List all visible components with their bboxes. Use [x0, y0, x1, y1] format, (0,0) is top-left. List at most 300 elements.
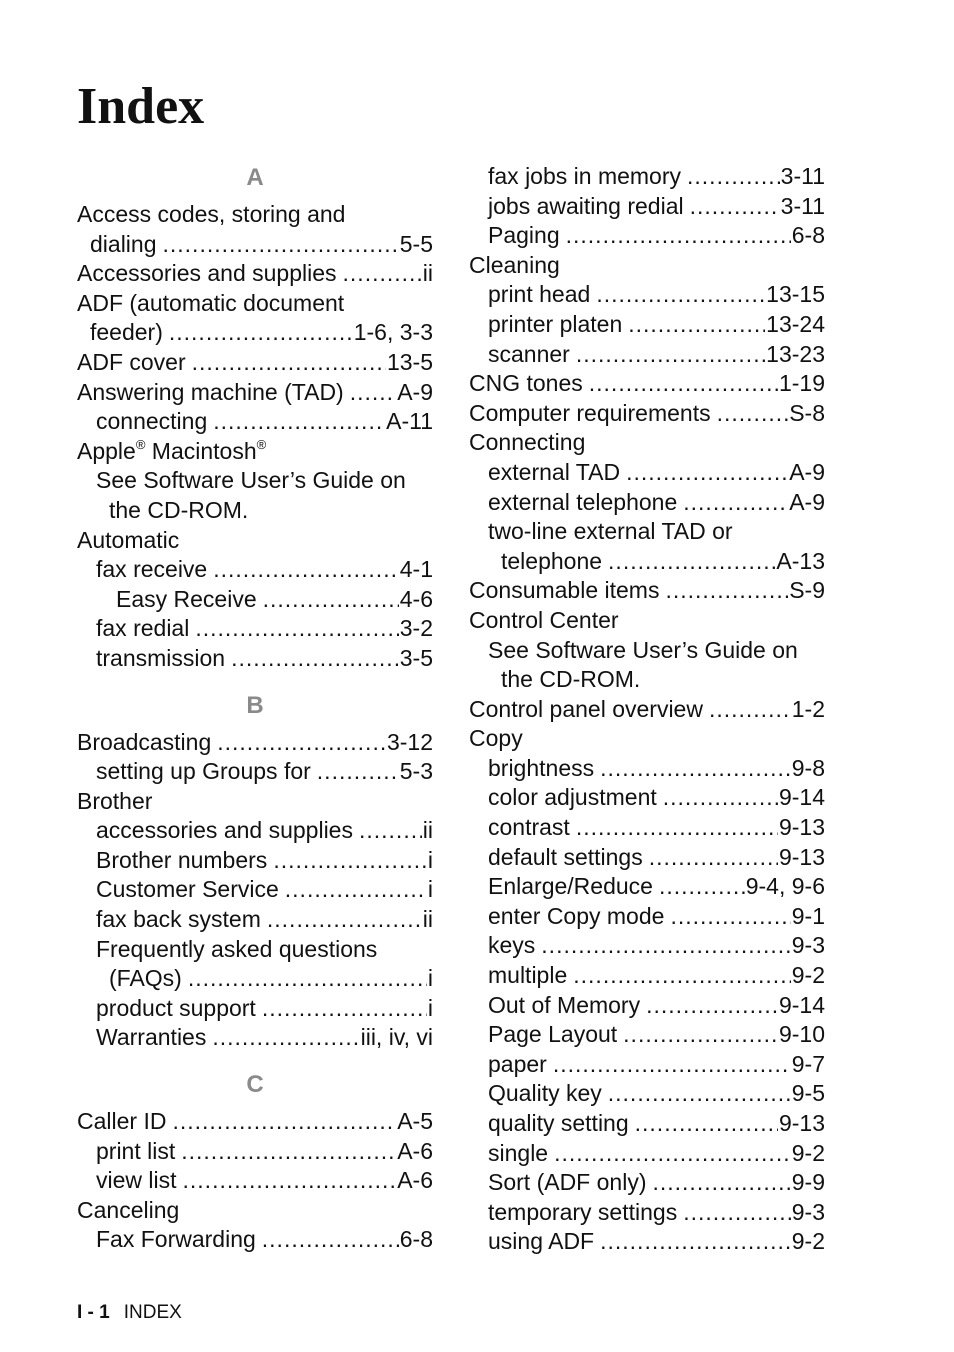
entry-label-text: See Software User’s Guide on	[96, 467, 406, 494]
entry-label-text: default settings	[488, 843, 643, 870]
entry-label-text: Control panel overview	[469, 695, 703, 722]
index-entry	[77, 318, 433, 348]
dot-leader	[683, 1198, 791, 1228]
entry-page-reference: 9-1	[791, 902, 825, 929]
index-entry	[77, 289, 433, 319]
entry-page-reference: 6-8	[791, 222, 825, 249]
entry-page-reference: 3-5	[399, 644, 433, 671]
entry-page-reference: 9-10	[778, 1021, 825, 1048]
dot-leader	[566, 221, 791, 251]
index-entry	[77, 1023, 433, 1053]
entry-label	[488, 1109, 635, 1139]
index-entry	[77, 496, 433, 526]
index-entry	[77, 875, 433, 905]
index-entry	[469, 192, 825, 222]
entry-label-text: connecting	[96, 408, 208, 435]
entry-label-text: printer platen	[488, 310, 623, 337]
entry-page-reference: 9-13	[778, 814, 825, 841]
entry-label-text: (FAQs)	[109, 965, 182, 992]
entry-label	[488, 458, 626, 488]
entry-page-reference: i	[427, 965, 433, 992]
entry-page-reference: 3-12	[386, 728, 433, 755]
index-entry	[469, 754, 825, 784]
entry-page-reference: 4-6	[399, 585, 433, 612]
entry-label-text: Copy	[469, 725, 523, 752]
index-entry	[469, 931, 825, 961]
index-entry	[469, 961, 825, 991]
index-entry	[77, 230, 433, 260]
entry-page-reference: A-5	[397, 1108, 433, 1135]
entry-label-text: Easy Receive	[116, 585, 257, 612]
entry-label-text: enter Copy mode	[488, 902, 665, 929]
dot-leader	[626, 458, 788, 488]
entry-label-text: keys	[488, 932, 536, 959]
entry-label-text: Control Center	[469, 606, 619, 633]
index-entry	[77, 378, 433, 408]
entry-label-text: Connecting	[469, 429, 586, 456]
entry-page-reference: A-9	[397, 378, 433, 405]
entry-page-reference: 1-2	[791, 695, 825, 722]
index-entry	[469, 1050, 825, 1080]
entry-label	[90, 230, 163, 260]
dot-leader	[659, 872, 745, 902]
entry-label	[488, 310, 628, 340]
entry-label-text: jobs awaiting redial	[488, 192, 684, 219]
index-entry	[77, 585, 433, 615]
entry-label-text: Brother numbers	[96, 846, 268, 873]
entry-page-reference: 9-14	[778, 991, 825, 1018]
entry-label-text: paper	[488, 1050, 547, 1077]
entry-label-text: ADF cover	[77, 348, 186, 375]
entry-label-text: using ADF	[488, 1228, 595, 1255]
entry-label	[96, 816, 359, 846]
entry-page-reference: 13-5	[386, 348, 433, 375]
dot-leader	[262, 994, 427, 1024]
dot-leader	[192, 348, 386, 378]
index-entry	[469, 991, 825, 1021]
index-entry	[77, 644, 433, 674]
entry-label-text: Customer Service	[96, 876, 279, 903]
entry-label	[488, 902, 670, 932]
entry-page-reference: 9-5	[791, 1080, 825, 1107]
entry-page-reference: ii	[422, 260, 433, 287]
entry-page-reference: A-13	[776, 547, 825, 574]
entry-label-text: Automatic	[77, 526, 180, 553]
entry-label	[488, 340, 576, 370]
index-entry	[77, 1196, 433, 1226]
entry-label	[77, 259, 343, 289]
entry-label	[488, 1020, 623, 1050]
dot-leader	[231, 644, 399, 674]
index-entry	[469, 1079, 825, 1109]
index-column-right	[469, 162, 825, 1257]
footer-section: INDEX	[123, 1302, 182, 1323]
entry-label	[469, 429, 591, 455]
entry-label	[488, 192, 690, 222]
entry-label	[77, 527, 185, 553]
entry-label	[469, 695, 709, 725]
index-entry	[469, 310, 825, 340]
entry-label-text: the CD-ROM.	[109, 496, 249, 523]
entry-label	[488, 783, 663, 813]
entry-label	[96, 1023, 212, 1053]
entry-label-text: Frequently asked questions	[96, 935, 378, 962]
index-entry	[77, 407, 433, 437]
entry-label-text: Canceling	[77, 1196, 180, 1223]
entry-page-reference: S-8	[789, 399, 825, 426]
entry-page-reference: 3-11	[780, 163, 825, 189]
entry-label-text: Apple	[77, 437, 136, 464]
entry-label	[109, 964, 188, 994]
dot-leader	[169, 318, 353, 348]
dot-leader	[589, 369, 778, 399]
entry-page-reference: 9-8	[791, 754, 825, 781]
entry-label-text: dialing	[90, 230, 157, 257]
index-entry	[469, 1020, 825, 1050]
index-entry	[469, 576, 825, 606]
index-entry	[469, 843, 825, 873]
entry-label-text: brightness	[488, 754, 595, 781]
entry-label-text: Broadcasting	[77, 728, 212, 755]
entry-label	[77, 1107, 172, 1137]
entry-page-reference: ii	[422, 906, 433, 933]
index-entry	[469, 695, 825, 725]
entry-label-text: two-line external TAD or	[488, 518, 733, 545]
index-entry	[469, 1168, 825, 1198]
index-entry	[77, 614, 433, 644]
entry-label	[116, 585, 263, 615]
entry-page-reference: 13-15	[766, 281, 825, 308]
entry-label-text: accessories and supplies	[96, 817, 353, 844]
dot-leader	[623, 1020, 778, 1050]
dot-leader	[267, 905, 422, 935]
index-entry	[77, 964, 433, 994]
entry-page-reference: iii, iv, vi	[360, 1024, 433, 1051]
dot-leader	[608, 1079, 791, 1109]
index-entry	[469, 428, 825, 458]
entry-label-text: Warranties	[96, 1024, 207, 1051]
entry-label-text: Cleaning	[469, 251, 560, 278]
dot-leader	[273, 846, 427, 876]
entry-page-reference: 9-7	[791, 1050, 825, 1077]
dot-leader	[576, 340, 765, 370]
entry-label-text: fax jobs in memory	[488, 163, 682, 189]
dot-leader	[628, 310, 765, 340]
index-entry	[469, 517, 825, 547]
dot-leader	[188, 964, 427, 994]
entry-page-reference: 4-1	[399, 556, 433, 583]
dot-leader	[212, 1023, 359, 1053]
dot-leader	[608, 547, 775, 577]
dot-leader	[646, 991, 778, 1021]
entry-label-text: contrast	[488, 814, 570, 841]
entry-label	[488, 872, 659, 902]
index-entry	[77, 555, 433, 585]
index-column-left	[77, 162, 433, 1255]
dot-leader	[217, 728, 386, 758]
entry-label-text: Fax Forwarding	[96, 1226, 256, 1253]
entry-label-text: view list	[96, 1167, 177, 1194]
section-spacer	[77, 1053, 433, 1069]
entry-page-reference: ii	[422, 817, 433, 844]
entry-label	[488, 1198, 683, 1228]
dot-leader	[343, 259, 422, 289]
entry-label-text: CNG tones	[469, 370, 583, 397]
index-entry	[469, 813, 825, 843]
dot-leader	[709, 695, 791, 725]
entry-label	[96, 994, 262, 1024]
dot-leader	[213, 407, 385, 437]
entry-page-reference: 9-2	[791, 962, 825, 989]
index-entry	[469, 221, 825, 251]
entry-page-reference: 1-6, 3-3	[353, 319, 433, 346]
entry-label-text: print list	[96, 1137, 176, 1164]
dot-leader	[350, 378, 396, 408]
entry-label	[488, 162, 687, 192]
section-spacer	[77, 674, 433, 690]
entry-page-reference: 13-24	[766, 310, 825, 337]
dot-leader	[576, 813, 778, 843]
index-entry	[77, 1137, 433, 1167]
entry-label	[488, 518, 739, 544]
index-entry	[469, 606, 825, 636]
entry-label-text: Caller ID	[77, 1108, 167, 1135]
entry-page-reference: S-9	[789, 577, 825, 604]
entry-label	[96, 407, 213, 437]
entry-page-reference: 9-4, 9-6	[745, 873, 825, 900]
dot-leader	[163, 230, 399, 260]
dot-leader	[553, 1050, 791, 1080]
index-entry	[469, 665, 825, 695]
entry-page-reference: 9-14	[778, 784, 825, 811]
entry-label	[96, 936, 383, 962]
entry-label	[501, 666, 646, 692]
entry-label	[77, 728, 217, 758]
dot-leader	[665, 576, 788, 606]
entry-page-reference: 1-19	[778, 370, 825, 397]
entry-label	[96, 467, 412, 493]
entry-page-reference: 3-2	[399, 615, 433, 642]
index-entry	[77, 994, 433, 1024]
entry-page-reference: i	[427, 876, 433, 903]
registered-mark: ®	[256, 437, 267, 453]
index-entry	[469, 724, 825, 754]
index-entry	[469, 1198, 825, 1228]
entry-label	[96, 905, 267, 935]
entry-label-text: Quality key	[488, 1080, 602, 1107]
entry-label-text: Macintosh	[145, 437, 257, 464]
index-entry	[77, 437, 433, 467]
index-entry	[469, 488, 825, 518]
entry-label-text: scanner	[488, 340, 570, 367]
entry-label	[501, 547, 608, 577]
dot-leader	[172, 1107, 396, 1137]
entry-label	[96, 614, 195, 644]
entry-label-text: Answering machine (TAD)	[77, 378, 344, 405]
entry-label	[77, 438, 272, 464]
entry-label	[96, 757, 317, 787]
dot-leader	[181, 1137, 396, 1167]
entry-label	[469, 725, 529, 751]
dot-leader	[670, 902, 790, 932]
entry-label-text: color adjustment	[488, 784, 657, 811]
index-entry	[469, 369, 825, 399]
entry-label	[90, 318, 169, 348]
entry-label-text: fax receive	[96, 556, 208, 583]
dot-leader	[285, 875, 427, 905]
entry-label-text: Consumable items	[469, 577, 660, 604]
entry-label-text: Paging	[488, 222, 560, 249]
entry-label-text: the CD-ROM.	[501, 666, 641, 693]
dot-leader	[687, 162, 780, 192]
index-entry	[469, 783, 825, 813]
entry-label-text: single	[488, 1139, 549, 1166]
registered-mark: ®	[135, 437, 146, 453]
entry-label-text: multiple	[488, 962, 568, 989]
entry-label	[469, 399, 717, 429]
dot-leader	[554, 1139, 791, 1169]
index-entry	[469, 1139, 825, 1169]
index-entry	[77, 466, 433, 496]
entry-label	[77, 378, 350, 408]
page-footer	[77, 1301, 182, 1325]
index-entry	[77, 200, 433, 230]
index-entry	[469, 902, 825, 932]
entry-page-reference: A-6	[397, 1167, 433, 1194]
entry-label	[77, 290, 350, 316]
entry-label	[469, 369, 589, 399]
entry-label	[96, 1137, 181, 1167]
entry-label	[77, 348, 192, 378]
entry-label	[488, 991, 646, 1021]
entry-label-text: Computer requirements	[469, 399, 711, 426]
entry-label-text: Out of Memory	[488, 991, 641, 1018]
entry-page-reference: A-9	[789, 488, 825, 515]
entry-page-reference: 9-3	[791, 1198, 825, 1225]
index-entry	[469, 340, 825, 370]
section-letter-heading: C	[246, 1071, 264, 1099]
dot-leader	[600, 1227, 791, 1257]
entry-label-text: feeder)	[90, 319, 163, 346]
entry-label-text: Access codes, storing and	[77, 201, 346, 227]
entry-label	[77, 201, 351, 227]
index-entry	[469, 547, 825, 577]
page-title: Index	[77, 78, 205, 135]
dot-leader	[649, 843, 778, 873]
entry-label	[488, 1050, 553, 1080]
entry-label-text: fax redial	[96, 615, 190, 642]
dot-leader	[262, 1225, 399, 1255]
index-entry	[77, 757, 433, 787]
entry-page-reference: 9-13	[778, 843, 825, 870]
index-entry	[469, 1109, 825, 1139]
entry-label	[469, 607, 625, 633]
index-entry	[77, 935, 433, 965]
index-entry	[77, 905, 433, 935]
entry-label	[469, 252, 566, 278]
entry-page-reference: 9-9	[791, 1169, 825, 1196]
footer-page-number: I - 1	[77, 1302, 110, 1323]
entry-page-reference: 3-11	[780, 192, 825, 219]
entry-label-text: Brother	[77, 787, 153, 814]
entry-label-text: Sort (ADF only)	[488, 1169, 647, 1196]
index-entry	[77, 1107, 433, 1137]
dot-leader	[359, 816, 422, 846]
entry-label-text: print head	[488, 281, 591, 308]
entry-label	[488, 221, 566, 251]
index-entry	[77, 348, 433, 378]
entry-page-reference: A-9	[789, 458, 825, 485]
entry-page-reference: i	[427, 994, 433, 1021]
entry-label-text: product support	[96, 994, 256, 1021]
section-letter-heading: B	[246, 691, 264, 719]
index-entry	[469, 1227, 825, 1257]
entry-label	[488, 1079, 608, 1109]
dot-leader	[317, 757, 399, 787]
entry-label-text: Enlarge/Reduce	[488, 873, 653, 900]
dot-leader	[541, 931, 790, 961]
entry-label-text: temporary settings	[488, 1198, 678, 1225]
dot-leader	[635, 1109, 778, 1139]
entry-label	[488, 488, 683, 518]
entry-label	[488, 843, 649, 873]
entry-label-text: external telephone	[488, 488, 678, 515]
index-entry	[77, 259, 433, 289]
entry-label-text: See Software User’s Guide on	[488, 636, 798, 663]
entry-page-reference: 9-13	[778, 1110, 825, 1136]
index-entry	[469, 872, 825, 902]
entry-label-text: transmission	[96, 644, 226, 671]
entry-label	[77, 788, 158, 814]
dot-leader	[596, 280, 765, 310]
entry-label	[96, 1166, 183, 1196]
dot-leader	[690, 192, 780, 222]
entry-label-text: fax back system	[96, 906, 261, 933]
dot-leader	[663, 783, 778, 813]
entry-label	[469, 576, 665, 606]
dot-leader	[195, 614, 398, 644]
index-entry	[77, 728, 433, 758]
index-entry	[77, 1225, 433, 1255]
index-entry	[77, 526, 433, 556]
entry-label	[488, 1168, 652, 1198]
entry-label-text: external TAD	[488, 458, 621, 485]
entry-page-reference: 5-3	[399, 758, 433, 785]
entry-label-text: Accessories and supplies	[77, 260, 337, 287]
dot-leader	[600, 754, 791, 784]
section-letter-heading: A	[246, 164, 264, 191]
dot-leader	[183, 1166, 397, 1196]
entry-page-reference: i	[427, 846, 433, 873]
index-entry	[77, 846, 433, 876]
index-entry	[77, 787, 433, 817]
entry-label-text: telephone	[501, 547, 603, 574]
entry-label	[96, 644, 231, 674]
entry-label	[488, 931, 541, 961]
entry-page-reference: 6-8	[399, 1226, 433, 1253]
entry-label	[96, 846, 273, 876]
entry-label	[488, 813, 576, 843]
entry-label-text: Page Layout	[488, 1021, 618, 1048]
entry-label	[488, 1227, 600, 1257]
index-entry	[469, 251, 825, 281]
index-entry	[77, 816, 433, 846]
entry-page-reference: A-11	[386, 408, 433, 435]
entry-label	[488, 961, 573, 991]
entry-label	[77, 1197, 185, 1223]
entry-label	[109, 497, 254, 523]
index-entry	[469, 280, 825, 310]
